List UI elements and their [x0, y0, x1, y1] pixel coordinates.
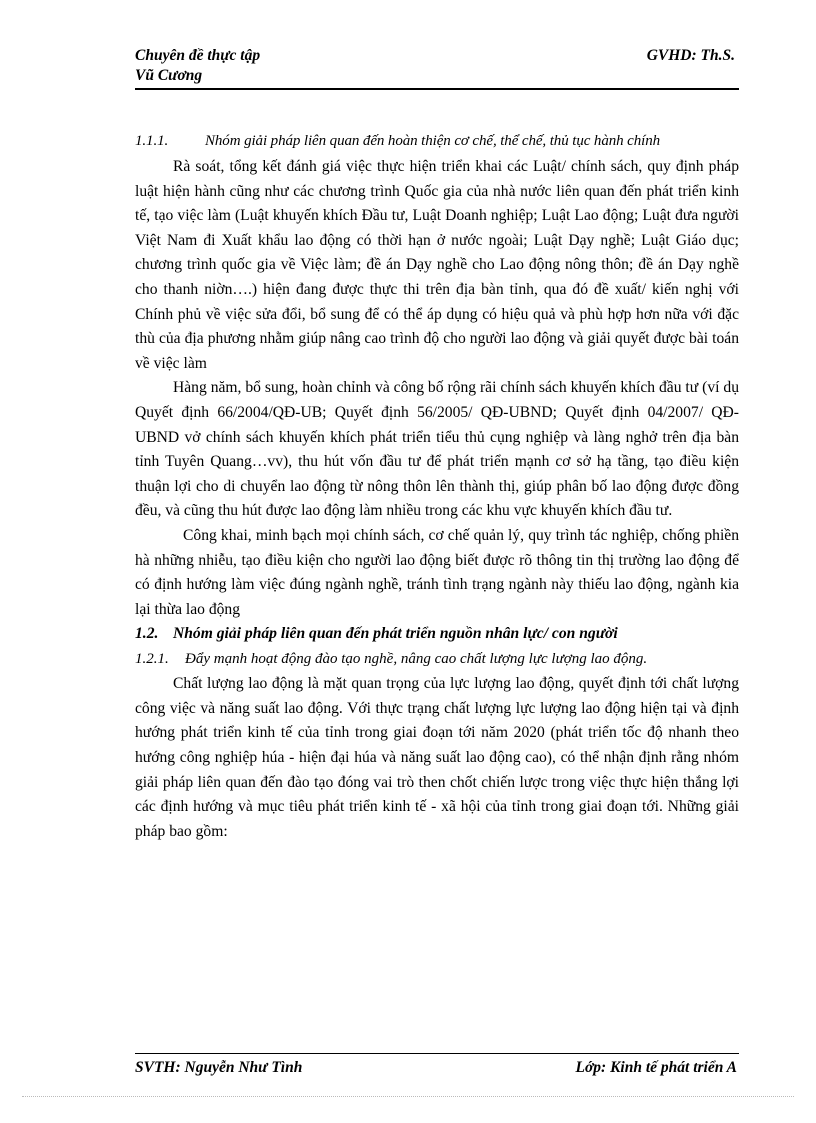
section-heading-1-1-1 — [135, 128, 739, 155]
section-title: Đẩy mạnh hoạt động đào tạo nghề, nâng cao chất lượng lực lượng lao động. — [185, 651, 648, 668]
paragraph: Hàng năm, bổ sung, hoàn chỉnh và công bố rộng rãi chính sách khuyến khích đầu tư (ví dụ Quyết định 66/2004/QĐ-UB; Quyết định 56/2005/ QĐ-UBND; Quyết định 04/2007/ QĐ-UBND vở chính sách khuyến khích phát triển tiểu thủ cụng nghiệp và làng nghở trên địa bàn tỉnh Tuyên Quang…vv), thu hút vốn đầu tư để phát triển mạnh cơ sở hạ tầng, tạo điều kiện thuận lợi cho di chuyển lao động từ nông thôn lên thành thị, giúp phân bố lao động được đồng đều, và cũng thu hút được lao động làm nhiều trong các khu vực khuyến khích đầu tư. — [135, 379, 739, 520]
page-footer — [135, 1053, 739, 1084]
footer-class: Lớp: Kinh tế phát triển A — [575, 1059, 737, 1076]
paragraph: Rà soát, tổng kết đánh giá việc thực hiện triển khai các Luật/ chính sách, quy định pháp luật hiện hành cũng như các chương trình Quốc gia của nhà nước liên quan đến phát triển kinh tế, tạo việc làm (Luật khuyến khích Đầu tư, Luật Doanh nghiệp; Luật Lao động; Luật đưa người Việt Nam đi Xuất khẩu lao động có thời hạn ở nước ngoài; Luật Dạy nghề; Luật Giáo dục; chương trình quốc gia về Việc làm; đề án Dạy nghề cho Lao động nông thôn; đề án Dạy nghề cho thanh niờn….) hiện đang được thực thi trên địa bàn tỉnh, qua đó đề xuất/ kiến nghị với Chính phủ về việc sửa đổi, bổ sung để có thể áp dụng có hiệu quả và phù hợp hơn nữa với đặc thù của địa phương nhằm giúp nâng cao trình độ cho người lao động và giải quyết được bài toán về việc làm — [135, 158, 739, 372]
header-course-title: Chuyên đề thực tập — [135, 47, 261, 64]
section-number: 1.2. — [135, 625, 159, 643]
section-title: Nhóm giải pháp liên quan đến phát triển nguồn nhân lực/ con người — [173, 625, 618, 643]
paragraph: Chất lượng lao động là mặt quan trọng của lực lượng lao động, quyết định tới chất lượng công việc và năng suất lao động. Với thực trạng chất lượng lực lượng lao động hiện tại và định hướng phát triển kinh tế của tỉnh trong giai đoạn tới năm 2020 (phát triển tốc độ nhanh theo hướng công nghiệp húa - hiện đại húa và năng suất lao động cao), có thể nhận định rằng nhóm giải pháp liên quan đến đào tạo đóng vai trò then chốt chiến lược trong việc thực hiện thắng lợi các định hướng và mục tiêu phát triển kinh tế - xã hội của tỉnh trong giai đoạn tới. Những giải pháp bao gồm: — [135, 675, 739, 840]
section-number: 1.1.1. — [135, 133, 169, 149]
page-break-line — [22, 1096, 794, 1097]
header-author: Vũ Cương — [135, 67, 203, 84]
paragraph: Công khai, minh bạch mọi chính sách, cơ chế quản lý, quy trình tác nghiệp, chống phiền hà những nhiễu, tạo điều kiện cho người lao động biết được rõ thông tin thị trường lao động để có định hướng làm việc đúng ngành nghề, tránh tình trạng ngành này thiếu lao động, ngành kia lại thừa lao động — [135, 526, 739, 618]
section-heading-1-2-1 — [135, 646, 739, 672]
footer-student: SVTH: Nguyễn Như Tình — [135, 1059, 303, 1076]
section-heading-1-2 — [135, 622, 739, 646]
header-supervisor: GVHD: Th.S. — [646, 47, 735, 64]
section-title: Nhóm giải pháp liên quan đến hoàn thiện cơ chế, thể chế, thủ tục hành chính — [205, 133, 661, 149]
document-body — [135, 128, 739, 844]
page-header — [135, 44, 739, 90]
section-number: 1.2.1. — [135, 651, 169, 668]
